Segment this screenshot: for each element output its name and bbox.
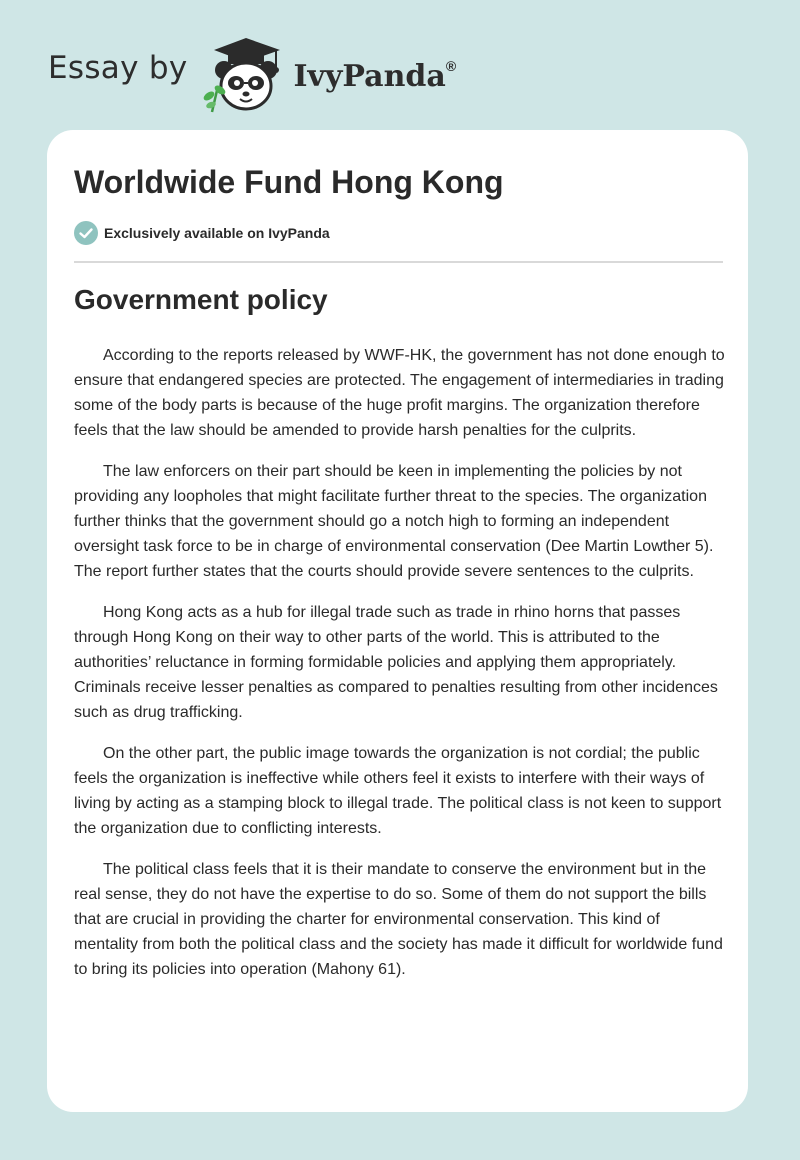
essay-body	[74, 343, 726, 998]
divider	[74, 261, 723, 263]
brand-name[interactable]: IvyPanda®	[293, 57, 457, 94]
essay-card	[47, 130, 748, 1112]
exclusive-label: Exclusively available on IvyPanda	[104, 225, 330, 241]
section-heading: Government policy	[74, 284, 328, 315]
paragraph: On the other part, the public image towards the organization is not cordial; the public feels the organization is ineffective while others feel it exists to interfere with their ways of living by acting as a stamping block to illegal trade. The political class is not keen to support the organization due to conflicting interests.	[74, 745, 722, 837]
essay-by-label: Essay by	[48, 50, 188, 86]
paragraph: The law enforcers on their part should be keen in implementing the policies by not providing any loopholes that might facilitate further threat to the species. The organization further thinks that the government should go a notch high to forming an independent oversight task force to be in charge of environmental conservation (Dee Martin Lowther 5). The report further states that the courts should provide severe sentences to the culprits.	[74, 463, 714, 580]
check-circle-icon	[74, 221, 98, 245]
exclusive-badge	[74, 221, 330, 245]
page-title: Worldwide Fund Hong Kong	[74, 164, 504, 200]
paragraph: The political class feels that it is their mandate to conserve the environment but in the real sense, they do not have the expertise to do so. Some of them do not support the bills that are crucial in providing the charter for environmental conservation. This kind of mentality from both the political class and the society has made it difficult for worldwide fund to bring its policies into operation (Mahony 61).	[74, 861, 723, 978]
panda-logo-icon[interactable]	[200, 34, 290, 114]
paragraph: According to the reports released by WWF-HK, the government has not done enough to ensure that endangered species are protected. The engagement of intermediaries in trading some of the body parts is because of the huge profit margins. The organization therefore feels that the law should be amended to provide harsh penalties for the culprits.	[74, 347, 725, 439]
paragraph: Hong Kong acts as a hub for illegal trade such as trade in rhino horns that passes through Hong Kong on their way to other parts of the world. This is attributed to the authorities’ reluctance in forming formidable policies and applying them appropriately. Criminals receive lesser penalties as compared to penalties resulting from other incidences such as drug trafficking.	[74, 604, 718, 721]
site-header	[48, 34, 456, 114]
